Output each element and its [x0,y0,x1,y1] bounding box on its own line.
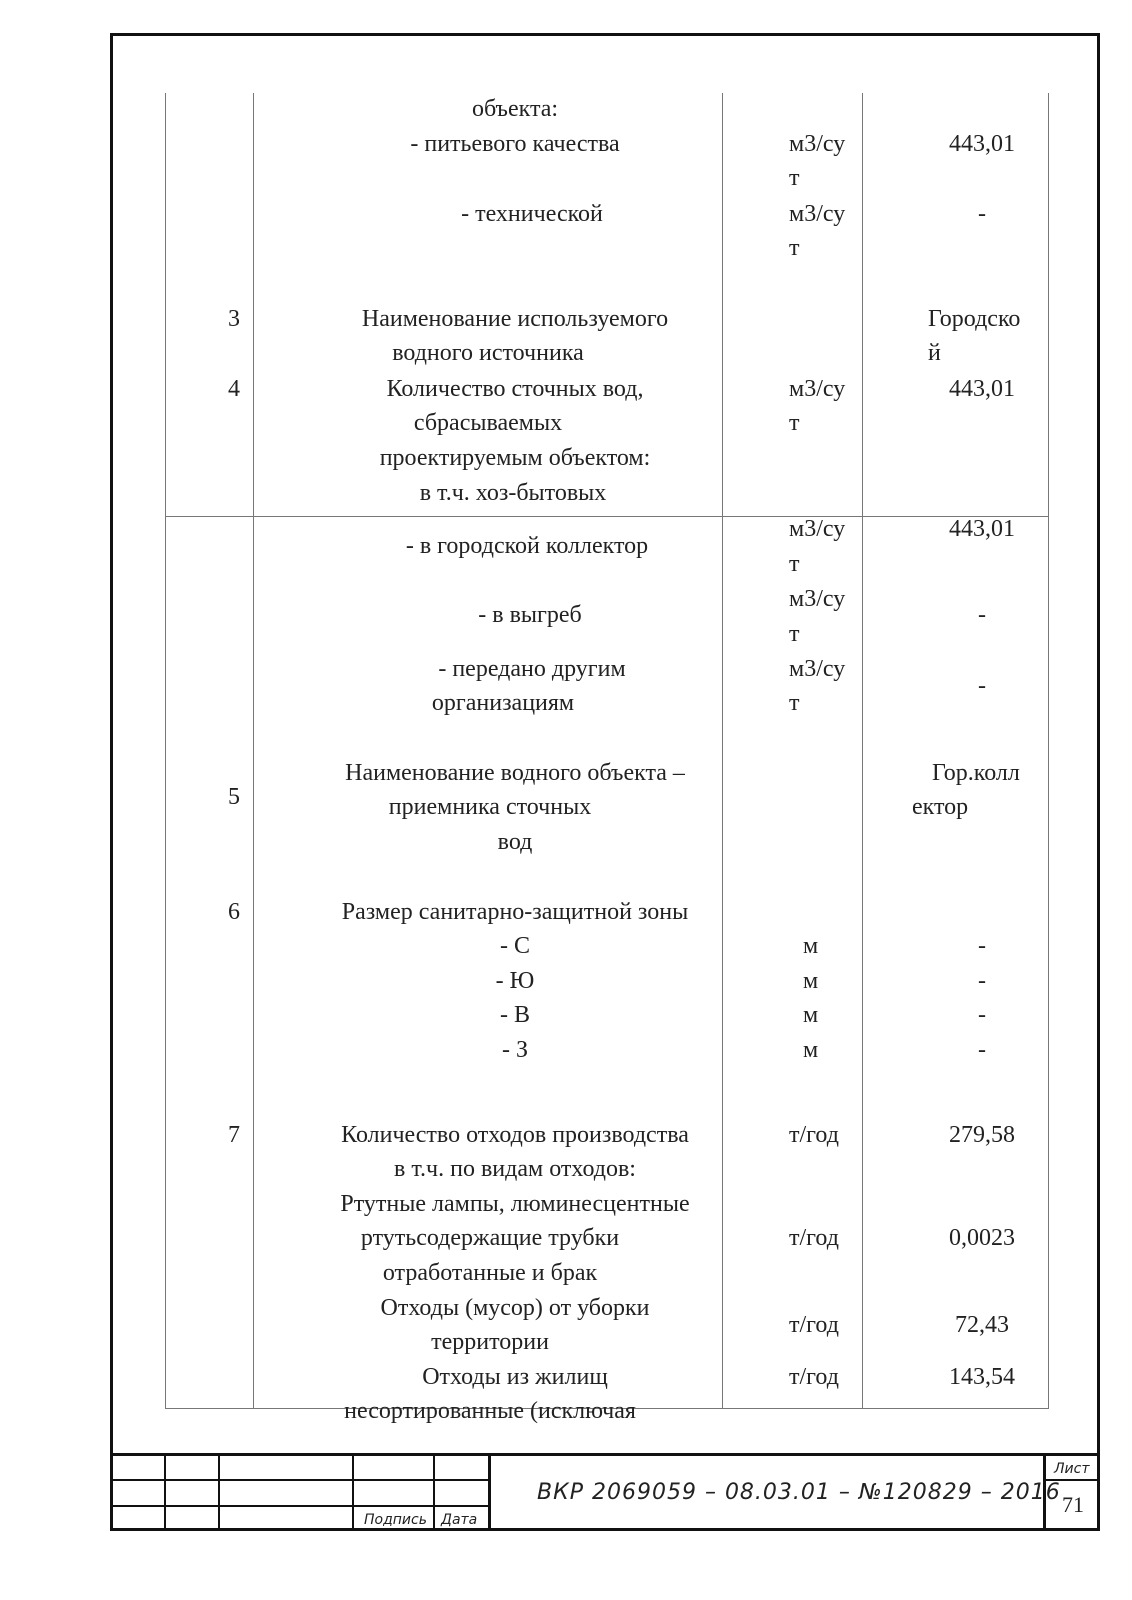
row-text: объекта: [471,96,559,122]
signature-label: Подпись [364,1512,427,1528]
col-divider-1 [253,93,254,1408]
row-number: 7 [228,1122,240,1148]
row-text: водного источника [392,340,584,366]
unit-cell: м [803,1002,819,1028]
row-text: - Ю [495,968,535,994]
row-text: в т.ч. хоз-бытовых [419,480,607,506]
row-text: - в городской коллектор [405,533,649,559]
stamp-col-line [433,1453,435,1531]
row-text: - передано другим [438,656,626,682]
value-cell: - [978,673,986,699]
unit-cell: м3/су [789,131,846,157]
table-border-left [165,93,166,1408]
row-number: 3 [228,306,240,332]
row-text: Количество сточных вод, [386,376,644,402]
value-cell: 443,01 [949,131,1015,157]
row-text: - в выгреб [478,602,582,628]
unit-cell: т [789,621,800,647]
row-text: организациям [431,690,575,716]
row-text: Количество отходов производства [341,1122,689,1148]
row-text: - питьевого качества [410,131,620,157]
row-text: приемника сточных [388,794,592,820]
unit-cell: м3/су [789,516,846,542]
value-cell: Городско [928,306,1021,332]
row-divider [165,516,1049,517]
value-cell: 279,58 [949,1122,1015,1148]
value-cell: Гор.колл [932,760,1020,786]
row-text: вод [497,829,533,855]
sheet-label: Лист [1054,1461,1090,1477]
document-code: ВКР 2069059 – 08.03.01 – №120829 – 2016 [537,1480,1061,1505]
row-text: территории [431,1329,549,1355]
unit-cell: м3/су [789,656,846,682]
value-cell: - [978,933,986,959]
unit-cell: т/год [789,1364,839,1390]
row-number: 5 [228,784,240,810]
value-cell: 0,0023 [949,1225,1015,1251]
stamp-col-line [164,1453,166,1531]
row-text: в т.ч. по видам отходов: [394,1156,636,1182]
value-cell: - [978,1002,986,1028]
value-cell: - [978,968,986,994]
value-cell: 143,54 [949,1364,1015,1390]
row-text: ртутьсодержащие трубки [360,1225,620,1251]
stamp-col-line [488,1453,491,1531]
row-text: Наименование используемого [361,306,669,332]
row-text: Отходы (мусор) от уборки [380,1295,650,1321]
value-cell: 443,01 [949,516,1015,542]
unit-cell: т [789,690,800,716]
row-number: 6 [228,899,240,925]
row-text: - В [500,1002,530,1028]
row-text: - З [501,1037,529,1063]
sheet-number: 71 [1062,1492,1084,1517]
unit-cell: м3/су [789,586,846,612]
row-text: Наименование водного объекта – [345,760,685,786]
unit-cell: м [803,1037,819,1063]
unit-cell: т [789,410,800,436]
row-text: Размер санитарно-защитной зоны [341,899,689,925]
unit-cell: т/год [789,1122,839,1148]
row-text: - С [500,933,530,959]
value-cell: - [978,201,986,227]
unit-cell: м [803,968,819,994]
unit-cell: м3/су [789,201,846,227]
row-text: отработанные и брак [382,1260,598,1286]
row-text: проектируемым объектом: [379,445,651,471]
value-cell: 72,43 [955,1312,1009,1338]
unit-cell: т [789,235,800,261]
unit-cell: м [803,933,819,959]
row-number: 4 [228,376,240,402]
table-border-right [1048,93,1049,1408]
unit-cell: т [789,551,800,577]
stamp-col-line [218,1453,220,1531]
unit-cell: м3/су [789,376,846,402]
row-text: Ртутные лампы, люминесцентные [340,1191,690,1217]
unit-cell: т/год [789,1312,839,1338]
col-divider-3 [862,93,863,1408]
unit-cell: т/год [789,1225,839,1251]
value-cell: й [928,340,941,366]
row-text: сбрасываемых [413,410,563,436]
value-cell: 443,01 [949,376,1015,402]
date-label: Дата [441,1512,478,1528]
row-text: несортированные (исключая [344,1398,636,1424]
stamp-col-line [352,1453,354,1531]
value-cell: ектор [912,794,969,820]
row-text: Отходы из жилищ [422,1364,608,1390]
unit-cell: т [789,165,800,191]
value-cell: - [978,1037,986,1063]
row-text: - технической [461,201,603,227]
col-divider-2 [722,93,723,1408]
stamp-top-border [110,1453,1100,1456]
value-cell: - [978,602,986,628]
